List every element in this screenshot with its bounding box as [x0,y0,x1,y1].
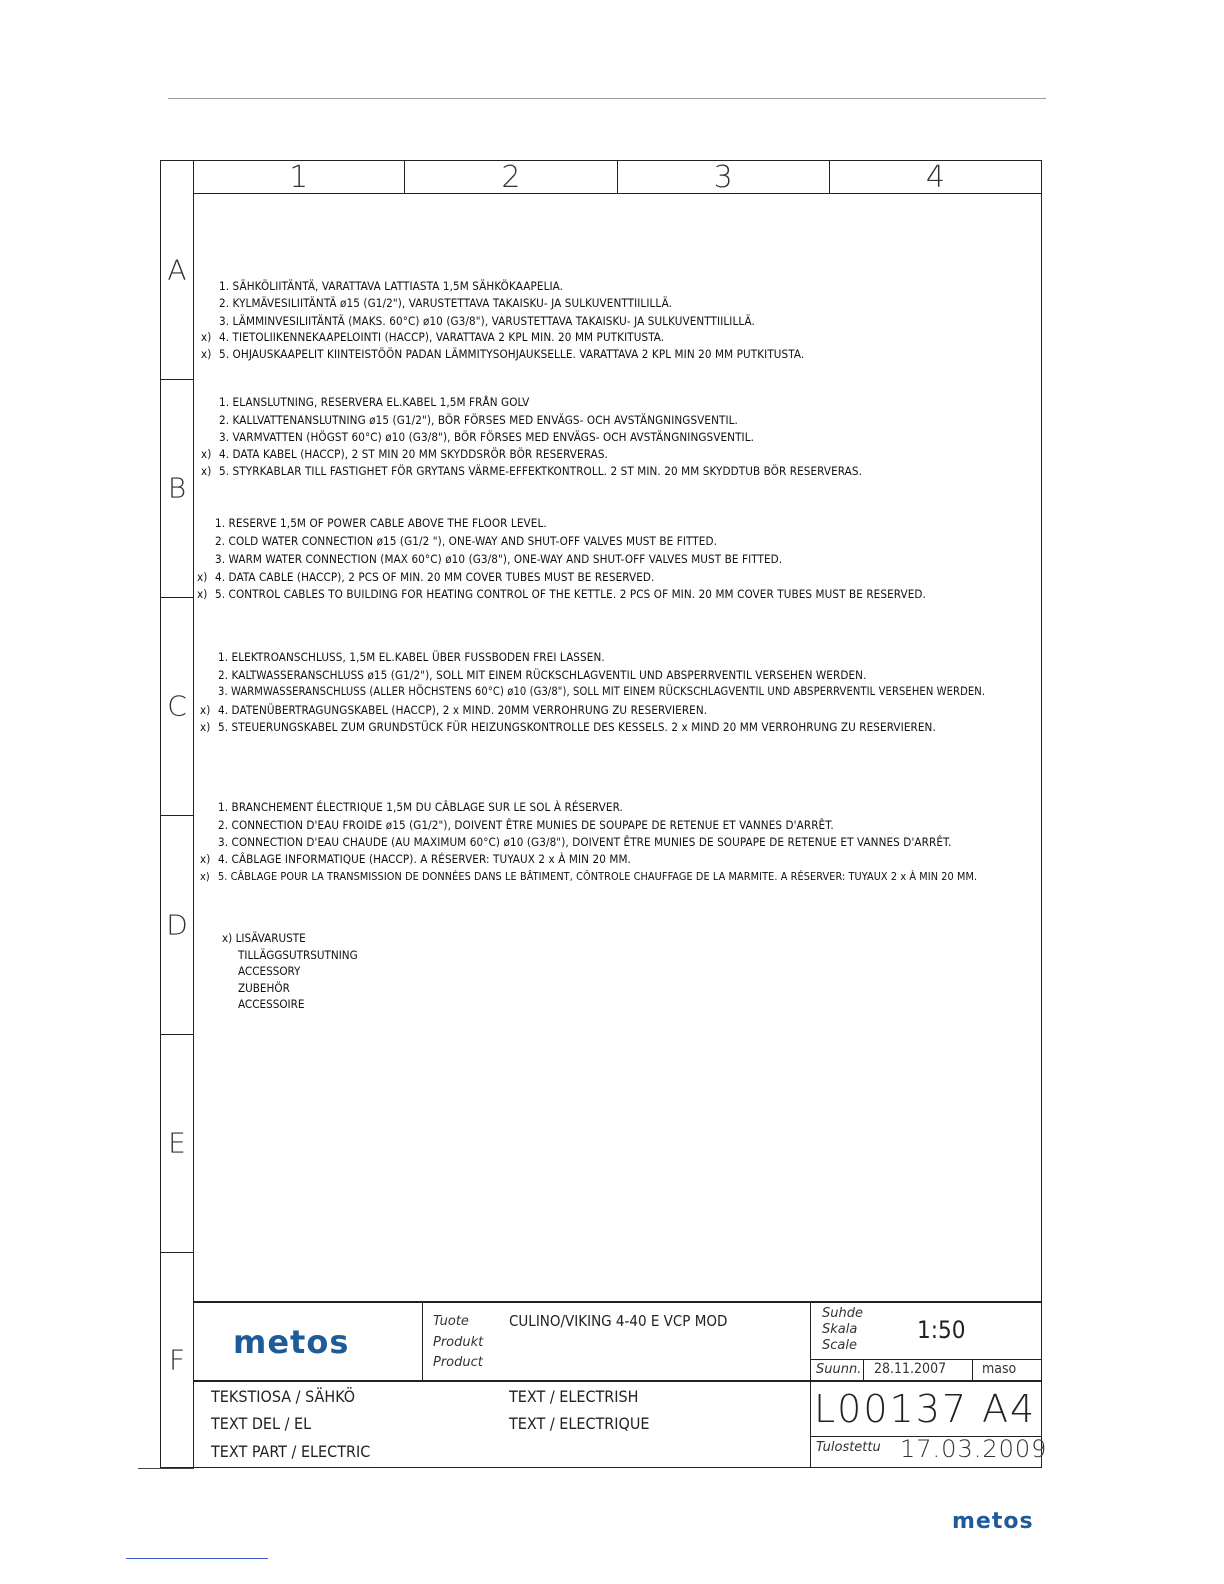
row-index-band [161,161,194,1467]
note-fr-2 [200,817,834,833]
note-text: 2. KYLMÄVESILIITÄNTÄ ø15 (G1/2"), VARUSTETTAVA TAKAISKU- JA SULKUVENTTIILILLÄ. [219,296,673,310]
row-label: B [167,471,187,505]
designed-date: 28.11.2007 [874,1361,947,1377]
accessory-mark: x) [201,347,212,361]
note-text: 2. CONNECTION D'EAU FROIDE ø15 (G1/2"), DOIVENT ÊTRE MUNIES DE SOUPAPE DE RETENUE ET VANNES D'ARRÊT. [218,818,834,832]
title-line: TEXT / ELECTRIQUE [509,1414,650,1433]
divider [422,1303,423,1381]
note-en-3 [197,551,782,567]
note-fi-2 [201,295,672,311]
title-line: TEXT PART / ELECTRIC [211,1442,371,1461]
product-label: Tuote [433,1314,469,1329]
note-fr-5 [200,869,977,885]
accessory-label: ZUBEHÖR [238,980,290,995]
row-label: D [166,908,188,941]
title-line: TEXT DEL / EL [211,1414,312,1433]
note-text: 1. ELANSLUTNING, RESERVERA EL.KABEL 1,5M FRÅN GOLV [219,395,530,409]
row-label: C [167,689,187,723]
note-text: 2. KALTWASSERANSCHLUSS ø15 (G1/2"), SOLL MIT EINEM RÜCKSCHLAGVENTIL UND ABSPERRVENTIL VERSEHEN WERDEN. [218,668,867,682]
sheet-number: 4 [1010,1387,1035,1431]
divider [810,1303,811,1468]
accessory-label: TILLÄGGSUTRSUTNING [238,947,358,962]
note-sv-5 [201,463,862,479]
product-label: Product [433,1355,483,1370]
accessory-mark: x) [200,720,211,734]
printed-label: Tulostettu [816,1440,881,1455]
row-label: F [168,1343,186,1376]
footer-link-rule [126,1558,268,1559]
note-text: 1. RESERVE 1,5M OF POWER CABLE ABOVE THE FLOOR LEVEL. [215,516,547,530]
note-sv-4 [201,446,608,462]
note-text: 1. SÄHKÖLIITÄNTÄ, VARATTAVA LATTIASTA 1,5M SÄHKÖKAAPELIA. [219,279,564,293]
note-text: 2. COLD WATER CONNECTION ø15 (G1/2 "), ONE-WAY AND SHUT-OFF VALVES MUST BE FITTED. [215,534,718,548]
note-text: 5. CONTROL CABLES TO BUILDING FOR HEATING CONTROL OF THE KETTLE. 2 PCS OF MIN. 20 MM COVER TUBES MUST BE RESERVED. [215,587,926,601]
note-text: 3. LÄMMINVESILIITÄNTÄ (MAKS. 60°C) ø10 (G3/8"), VARUSTETTAVA TAKAISKU- JA SULKUVENTTIILILLÄ. [219,314,755,328]
header-rule [168,98,1046,99]
accessory-legend [222,930,358,1013]
note-fi-3 [201,313,755,329]
note-text: 5. STEUERUNGSKABEL ZUM GRUNDSTÜCK FÜR HEIZUNGSKONTROLLE DES KESSELS. 2 x MIND 20 MM VERROHRUNG ZU RESERVIEREN. [218,720,936,734]
scale-label: Scale [822,1338,857,1353]
accessory-mark: x) [197,570,208,584]
divider [193,1380,1042,1382]
note-fr-1 [200,799,623,815]
note-text: 3. VARMVATTEN (HÖGST 60°C) ø10 (G3/8"), BÖR FÖRSES MED ENVÄGS- OCH AVSTÄNGNINGSVENTIL. [219,430,755,444]
accessory-mark: x) [201,464,212,478]
row-label-cell [161,379,193,598]
note-en-5 [197,586,926,602]
accessory-mark: x) [200,703,211,717]
title-line: TEXT / ELECTRISH [509,1387,639,1406]
note-en-2 [197,533,717,549]
row-label: E [168,1126,186,1160]
note-text: 4. DATA CABLE (HACCP), 2 PCS OF MIN. 20 MM COVER TUBES MUST BE RESERVED. [215,570,655,584]
note-de-2 [200,667,866,683]
column-label: 1 [193,161,405,193]
note-de-3 [200,684,985,700]
row-label: A [167,253,187,287]
product-name: CULINO/VIKING 4-40 E VCP MOD [509,1312,728,1330]
scale-value: 1:50 [917,1316,966,1344]
margin-rule [138,1468,194,1469]
note-sv-3 [201,429,754,445]
column-label: 4 [925,160,945,195]
note-text: 3. WARM WATER CONNECTION (MAX 60°C) ø10 (G3/8"), ONE-WAY AND SHUT-OFF VALVES MUST BE FITTED. [215,552,783,566]
designer-initials: maso [982,1361,1017,1377]
note-en-4 [197,569,654,585]
accessory-mark: x) [200,852,211,866]
note-text: 3. WARMWASSERANSCHLUSS (ALLER HÖCHSTENS 60°C) ø10 (G3/8"), SOLL MIT EINEM RÜCKSCHLAGVENTIL UND ABSPERRVENTIL VERSEHEN WERDEN. [218,685,986,698]
row-label-cell [161,1252,193,1467]
note-text: 4. TIETOLIIKENNEKAAPELOINTI (HACCP), VARATTAVA 2 KPL MIN. 20 MM PUTKITUSTA. [219,330,665,344]
drawing-number: L00137 A [814,1387,1011,1431]
note-text: 5. STYRKABLAR TILL FASTIGHET FÖR GRYTANS VÄRME-EFFEKTKONTROLL. 2 ST MIN. 20 MM SKYDDTUB BÖR RESERVERAS. [219,464,863,478]
column-index-band [193,161,1041,194]
note-fr-4 [200,851,631,867]
accessory-mark: x) [201,330,212,344]
row-label-cell [161,597,193,816]
title-block [193,1301,1048,1468]
note-sv-2 [201,412,738,428]
product-label: Produkt [433,1335,484,1350]
accessory-label: LISÄVARUSTE [235,931,306,945]
metos-logo: metos [233,1323,350,1361]
accessory-label: ACCESSORY [238,964,301,978]
footer-metos-logo: metos [952,1509,1034,1534]
note-text: 5. OHJAUSKAAPELIT KIINTEISTÖÖN PADAN LÄMMITYSOHJAUKSELLE. VARATTAVA 2 KPL MIN 20 MM PUTKITUSTA. [219,347,805,361]
title-line: TEKSTIOSA / SÄHKÖ [211,1387,356,1406]
row-label-cell [161,1034,193,1253]
row-label-cell [161,815,193,1035]
note-sv-1 [201,394,529,410]
divider [810,1359,1042,1360]
accessory-label: ACCESSOIRE [238,997,305,1011]
note-text: 1. BRANCHEMENT ÉLECTRIQUE 1,5M DU CÂBLAGE SUR LE SOL À RÉSERVER. [218,800,623,814]
accessory-mark: x) [222,931,233,945]
scale-label: Suhde [822,1306,863,1321]
note-text: 4. DATA KABEL (HACCP), 2 ST MIN 20 MM SKYDDSRÖR BÖR RESERVERAS. [219,447,608,461]
note-text: 4. DATENÜBERTRAGUNGSKABEL (HACCP), 2 x MIND. 20MM VERROHRUNG ZU RESERVIEREN. [218,703,708,717]
accessory-mark: x) [201,447,212,461]
row-label-cell [161,161,193,380]
note-de-5 [200,719,936,735]
divider [863,1359,864,1381]
scale-label: Skala [822,1322,858,1337]
column-label: 3 [618,161,830,193]
note-fi-5 [201,346,804,362]
note-text: 2. KALLVATTENANSLUTNING ø15 (G1/2"), BÖR FÖRSES MED ENVÄGS- OCH AVSTÄNGNINGSVENTIL. [219,413,738,427]
accessory-mark: x) [197,587,208,601]
designed-label: Suunn. [816,1362,862,1377]
note-text: 3. CONNECTION D'EAU CHAUDE (AU MAXIMUM 60°C) ø10 (G3/8"), DOIVENT ÊTRE MUNIES DE SOUPAPE DE RETENUE ET VANNES D'ARRÊT. [218,835,952,849]
note-fr-3 [200,834,952,850]
printed-date: 17.03.2009 [900,1435,1048,1463]
note-de-4 [200,702,707,718]
note-text: 5. CÂBLAGE POUR LA TRANSMISSION DE DONNÉES DANS LE BÂTIMENT, CÔNTROLE CHAUFFAGE DE LA MARMITE. A RÉSERVER: TUYAUX 2 x À MIN 20 MM. [218,870,978,883]
note-en-1 [197,515,547,531]
note-fi-4 [201,329,664,345]
note-text: 1. ELEKTROANSCHLUSS, 1,5M EL.KABEL ÜBER FUSSBODEN FREI LASSEN. [218,650,605,664]
column-label: 2 [405,161,617,193]
accessory-mark: x) [200,870,210,883]
note-de-1 [200,649,605,665]
note-text: 4. CÂBLAGE INFORMATIQUE (HACCP). A RÉSERVER: TUYAUX 2 x À MIN 20 MM. [218,852,631,866]
note-fi-1 [201,278,563,294]
divider [972,1359,973,1381]
accessory-row [222,930,358,947]
